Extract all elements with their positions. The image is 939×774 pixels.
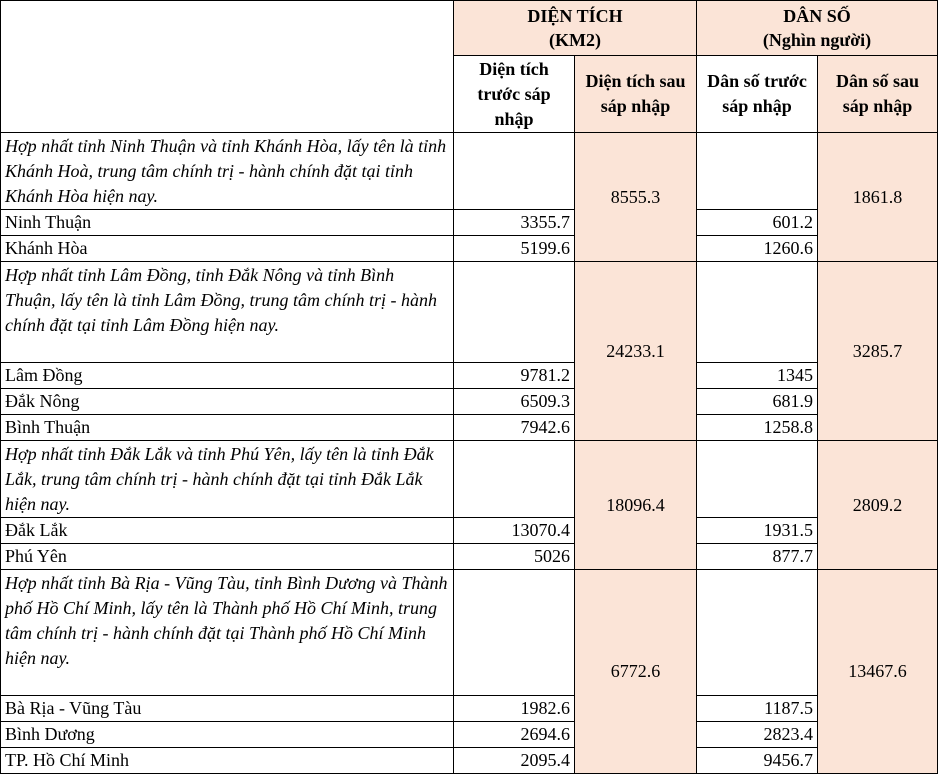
area-before-value: 1982.6 [454, 696, 575, 722]
empty-cell [454, 441, 575, 518]
empty-cell [697, 441, 818, 518]
table-row [1, 722, 938, 748]
province-name: Đắk Nông [1, 389, 454, 415]
pop-group-title: DÂN SỐ [783, 6, 851, 26]
area-before-header: Diện tích trước sáp nhập [454, 56, 575, 133]
area-after-value: 24233.1 [575, 262, 697, 441]
pop-before-value: 877.7 [697, 544, 818, 570]
table-row [1, 415, 938, 441]
pop-before-value: 681.9 [697, 389, 818, 415]
province-name: Phú Yên [1, 544, 454, 570]
group-description: Hợp nhất tỉnh Bà Rịa - Vũng Tàu, tỉnh Bình Dương và Thành phố Hồ Chí Minh, lấy tên là Thành phố Hồ Chí Minh, trung tâm chính trị - hành chính đặt tại Thành phố Hồ Chí Minh hiện nay. [1, 570, 454, 696]
area-after-value: 18096.4 [575, 441, 697, 570]
corner-cell [1, 1, 454, 133]
province-name: Bình Dương [1, 722, 454, 748]
empty-cell [454, 570, 575, 696]
pop-before-value: 9456.7 [697, 748, 818, 774]
group-row [1, 133, 938, 210]
province-name: Ninh Thuận [1, 210, 454, 236]
table-row [1, 544, 938, 570]
pop-before-value: 1187.5 [697, 696, 818, 722]
area-after-header: Diện tích sau sáp nhập [575, 56, 697, 133]
empty-cell [454, 133, 575, 210]
pop-before-value: 1258.8 [697, 415, 818, 441]
province-name: TP. Hồ Chí Minh [1, 748, 454, 774]
group-row [1, 262, 938, 363]
province-name: Đắk Lắk [1, 518, 454, 544]
group-row [1, 570, 938, 696]
empty-cell [697, 262, 818, 363]
area-before-value: 7942.6 [454, 415, 575, 441]
group-description: Hợp nhất tỉnh Lâm Đồng, tỉnh Đắk Nông và tỉnh Bình Thuận, lấy tên là tỉnh Lâm Đồng, trung tâm chính trị - hành chính đặt tại tỉnh Lâm Đồng hiện nay. [1, 262, 454, 363]
pop-before-value: 1345 [697, 363, 818, 389]
group-row [1, 441, 938, 518]
area-before-value: 3355.7 [454, 210, 575, 236]
pop-after-header: Dân số sau sáp nhập [818, 56, 938, 133]
table-row [1, 210, 938, 236]
table-row [1, 748, 938, 774]
group-description: Hợp nhất tỉnh Đắk Lắk và tỉnh Phú Yên, lấy tên là tỉnh Đắk Lắk, trung tâm chính trị - hành chính đặt tại tỉnh Đắk Lắk hiện nay. [1, 441, 454, 518]
table-row [1, 236, 938, 262]
table-row [1, 696, 938, 722]
pop-group-header [697, 1, 938, 56]
empty-cell [454, 262, 575, 363]
pop-group-unit: (Nghìn người) [762, 30, 872, 50]
area-after-value: 8555.3 [575, 133, 697, 262]
pop-before-value: 2823.4 [697, 722, 818, 748]
table-row [1, 389, 938, 415]
pop-before-value: 1931.5 [697, 518, 818, 544]
province-name: Bà Rịa - Vũng Tàu [1, 696, 454, 722]
pop-after-value: 1861.8 [818, 133, 938, 262]
area-before-value: 5199.6 [454, 236, 575, 262]
group-description: Hợp nhất tỉnh Ninh Thuận và tỉnh Khánh Hòa, lấy tên là tỉnh Khánh Hoà, trung tâm chính trị - hành chính đặt tại tỉnh Khánh Hòa hiện nay. [1, 133, 454, 210]
table-row [1, 363, 938, 389]
province-name: Bình Thuận [1, 415, 454, 441]
pop-before-value: 601.2 [697, 210, 818, 236]
area-before-value: 2694.6 [454, 722, 575, 748]
area-after-value: 6772.6 [575, 570, 697, 774]
pop-before-value: 1260.6 [697, 236, 818, 262]
empty-cell [697, 570, 818, 696]
province-name: Khánh Hòa [1, 236, 454, 262]
area-before-value: 5026 [454, 544, 575, 570]
area-group-header [454, 1, 697, 56]
pop-after-value: 13467.6 [818, 570, 938, 774]
area-before-value: 9781.2 [454, 363, 575, 389]
area-group-title: DIỆN TÍCH [527, 6, 623, 26]
province-name: Lâm Đồng [1, 363, 454, 389]
empty-cell [697, 133, 818, 210]
table-row [1, 518, 938, 544]
area-before-value: 6509.3 [454, 389, 575, 415]
pop-before-header: Dân số trước sáp nhập [697, 56, 818, 133]
area-before-value: 2095.4 [454, 748, 575, 774]
area-group-unit: (KM2) [549, 30, 601, 50]
area-before-value: 13070.4 [454, 518, 575, 544]
pop-after-value: 3285.7 [818, 262, 938, 441]
pop-after-value: 2809.2 [818, 441, 938, 570]
